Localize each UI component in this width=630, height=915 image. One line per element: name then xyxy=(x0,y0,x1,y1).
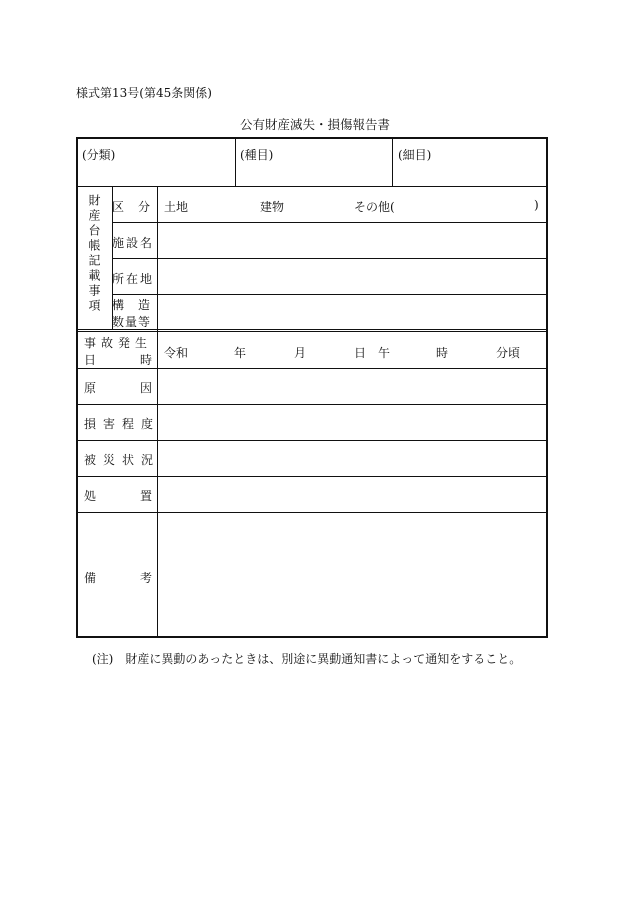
facility-name-label: 施設名 xyxy=(112,236,155,250)
remarks-label: 備 考 xyxy=(84,571,152,585)
location-label: 所在地 xyxy=(112,272,155,286)
kubun-option-close: ) xyxy=(534,198,539,212)
column-divider xyxy=(392,139,393,186)
row-divider xyxy=(112,222,546,223)
document-title: 公有財産滅失・損傷報告書 xyxy=(239,117,390,132)
cause-label: 原 因 xyxy=(84,381,152,395)
structure-label: 構 造 xyxy=(112,298,150,312)
month-label: 月 xyxy=(294,346,307,360)
row-divider xyxy=(112,258,546,259)
row-divider xyxy=(78,186,546,187)
hour-label: 時 xyxy=(436,346,449,360)
damage-situation-label: 被災状況 xyxy=(84,453,161,467)
disposal-label: 処 置 xyxy=(84,489,152,503)
column-divider xyxy=(157,186,158,636)
minute-label: 分頃 xyxy=(496,346,521,360)
row-divider xyxy=(78,404,546,405)
year-label: 年 xyxy=(234,346,247,360)
quantity-label: 数量等 xyxy=(112,315,152,329)
kubun-option-building: 建物 xyxy=(260,200,285,214)
registry-group-label: 財産台帳記載事項 xyxy=(87,194,101,314)
footnote: (注) 財産に異動のあったときは、別途に異動通知書によって通知をすること。 xyxy=(92,652,522,666)
row-divider xyxy=(78,512,546,513)
am-pm-label: 午 xyxy=(378,346,391,360)
report-form xyxy=(76,137,548,638)
row-divider xyxy=(78,476,546,477)
form-number: 様式第13号(第45条関係) xyxy=(76,86,212,100)
kubun-option-land: 土地 xyxy=(164,200,189,214)
accident-date-label-2: 日 時 xyxy=(84,353,152,367)
shumoku-label: (種目) xyxy=(240,148,274,162)
column-divider xyxy=(235,139,236,186)
era-label: 令和 xyxy=(164,346,189,360)
row-divider xyxy=(78,368,546,369)
saimoku-label: (細目) xyxy=(398,148,432,162)
accident-date-label: 事故発生 xyxy=(84,336,153,350)
kubun-option-other: その他( xyxy=(354,200,395,214)
bunrui-label: (分類) xyxy=(82,148,116,162)
day-label: 日 xyxy=(354,346,367,360)
damage-degree-label: 損害程度 xyxy=(84,417,161,431)
kubun-label: 区 分 xyxy=(112,200,150,214)
row-divider xyxy=(78,440,546,441)
row-divider xyxy=(112,294,546,295)
